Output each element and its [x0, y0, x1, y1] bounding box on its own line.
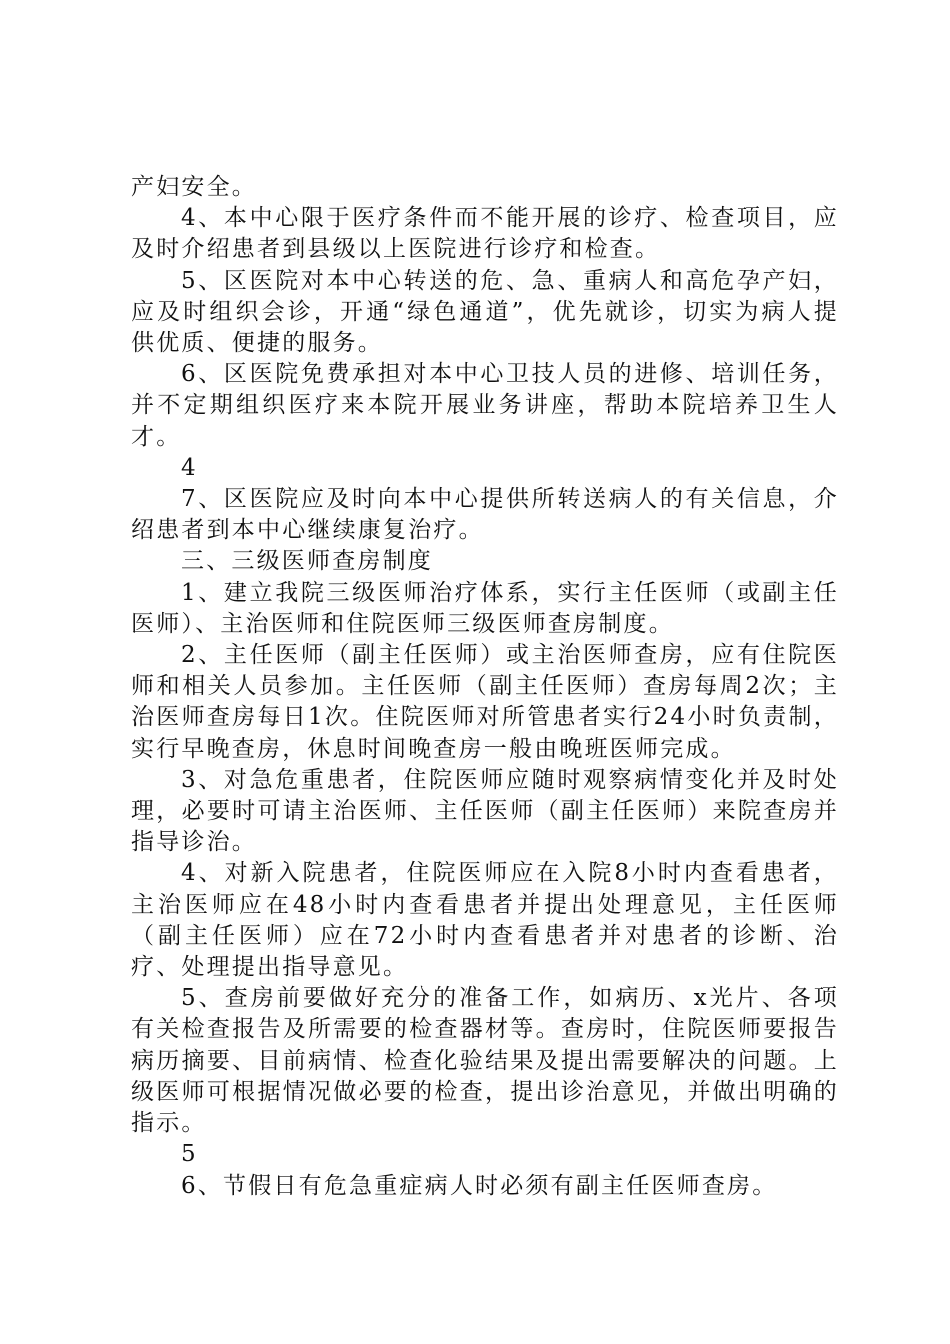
page-number-4: 4 — [181, 454, 198, 481]
paragraph-item-5: 5、区医院对本中心转送的危、急、重病人和高危孕产妇，应及时组织会诊，开通“绿色通道”，优先就诊，切实为病人提供优质、便捷的服务。 — [131, 267, 839, 357]
paragraph-continuation: 产妇安全。 — [131, 174, 257, 200]
paragraph-rounds-6: 6、节假日有危急重症病人时必须有副主任医师查房。 — [181, 1172, 778, 1199]
paragraph-item-7: 7、区医院应及时向本中心提供所转送病人的有关信息，介绍患者到本中心继续康复治疗。 — [131, 486, 839, 544]
paragraph-rounds-1: 1、建立我院三级医师治疗体系，实行主任医师（或副主任医师）、主治医师和住院医师三级医师查房制度。 — [131, 579, 839, 637]
paragraph-item-4: 4、本中心限于医疗条件而不能开展的诊疗、检查项目，应及时介绍患者到县级以上医院进行诊疗和检查。 — [131, 205, 839, 263]
paragraph-rounds-5: 5、查房前要做好充分的准备工作，如病历、x光片、各项有关检查报告及所需要的检查器材等。查房时，住院医师要报告病历摘要、目前病情、检查化验结果及提出需要解决的问题。上级医师可根据情况做必要的检查，提出诊治意见，并做出明确的指示。 — [131, 985, 839, 1137]
paragraph-rounds-3: 3、对急危重患者，住院医师应随时观察病情变化并及时处理，必要时可请主治医师、主任医师（副主任医师）来院查房并指导诊治。 — [131, 766, 839, 856]
paragraph-item-6: 6、区医院免费承担对本中心卫技人员的进修、培训任务，并不定期组织医疗来本院开展业务讲座，帮助本院培养卫生人才。 — [131, 361, 839, 450]
document-body — [131, 172, 839, 1202]
paragraph-rounds-4: 4、对新入院患者，住院医师应在入院8小时内查看患者，主治医师应在48小时内查看患者并提出处理意见，主任医师（副主任医师）应在72小时内查看患者并对患者的诊断、治疗、处理提出指导意见。 — [131, 860, 839, 981]
paragraph-rounds-2: 2、主任医师（副主任医师）或主治医师查房，应有住院医师和相关人员参加。主任医师（副主任医师）查房每周2次；主治医师查房每日1次。住院医师对所管患者实行24小时负责制，实行早晚查房，休息时间晚查房一般由晚班医师完成。 — [131, 642, 839, 762]
section-heading-rounds: 三、三级医师查房制度 — [181, 548, 433, 575]
page-number-5: 5 — [181, 1141, 198, 1168]
